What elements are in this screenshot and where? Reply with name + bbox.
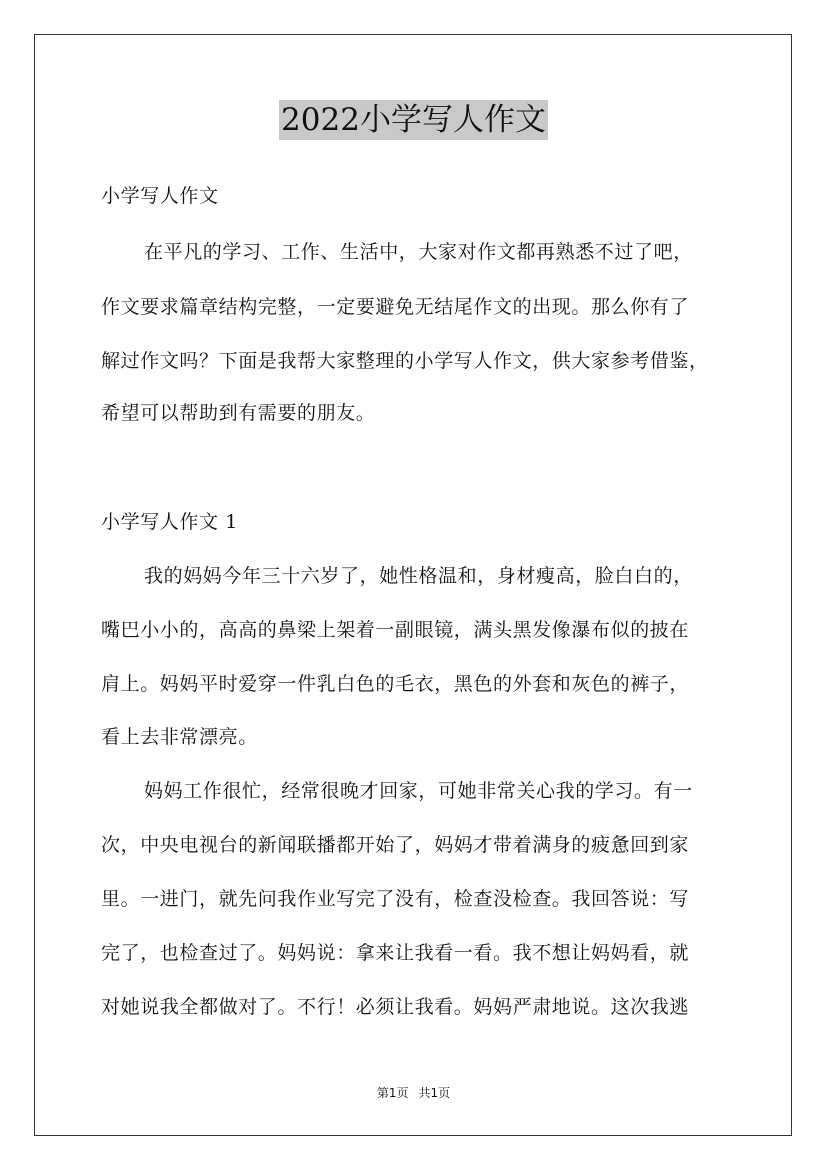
para1-line-1: 我的妈妈今年三十六岁了，她性格温和，身材瘦高，脸白白的， (144, 565, 693, 587)
title-container (0, 100, 827, 140)
intro-line-4: 希望可以帮助到有需要的朋友。 (101, 402, 376, 424)
para1-line-3: 肩上。妈妈平时爱穿一件乳白色的毛衣，黑色的外套和灰色的裤子， (101, 673, 690, 695)
intro-line-1: 在平凡的学习、工作、生活中，大家对作文都再熟悉不过了吧， (144, 241, 693, 263)
document-subtitle: 小学写人作文 (101, 185, 219, 207)
para1-line-4: 看上去非常漂亮。 (101, 726, 258, 748)
para2-line-4: 完了，也检查过了。妈妈说：拿来让我看一看。我不想让妈妈看，就 (101, 942, 690, 964)
section-heading: 小学写人作文 1 (101, 511, 238, 533)
page-footer (0, 1084, 827, 1101)
para2-line-3: 里。一进门，就先问我作业写完了没有，检查没检查。我回答说：写 (101, 888, 690, 910)
para1-line-2: 嘴巴小小的，高高的鼻梁上架着一副眼镜，满头黑发像瀑布似的披在 (101, 619, 690, 641)
intro-line-2: 作文要求篇章结构完整，一定要避免无结尾作文的出现。那么你有了 (101, 296, 690, 318)
document-title: 2022小学写人作文 (281, 102, 546, 138)
para2-line-2: 次，中央电视台的新闻联播都开始了，妈妈才带着满身的疲惫回到家 (101, 834, 690, 856)
page-current: 第1页 (376, 1086, 409, 1100)
intro-line-3: 解过作文吗？下面是我帮大家整理的小学写人作文，供大家参考借鉴， (101, 350, 709, 372)
para2-line-5: 对她说我全都做对了。不行！必须让我看。妈妈严肃地说。这次我逃 (101, 996, 690, 1018)
para2-line-1: 妈妈工作很忙，经常很晚才回家，可她非常关心我的学习。有一 (144, 780, 693, 802)
page-total: 共1页 (418, 1086, 451, 1100)
